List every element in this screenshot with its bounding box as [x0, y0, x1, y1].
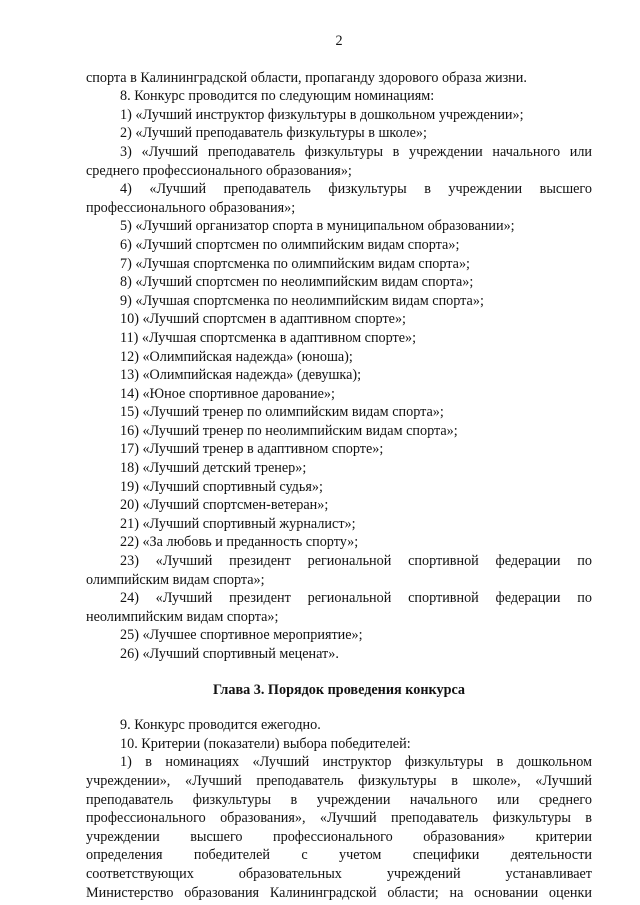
nomination-item: 16) «Лучший тренер по неолимпийским видам спорта»; — [120, 422, 458, 439]
paragraph-8-intro: 8. Конкурс проводится по следующим номинациям: — [120, 88, 435, 105]
nomination-item: 18) «Лучший детский тренер»; — [120, 460, 307, 477]
paragraph-10: 10. Критерии (показатели) выбора победителей: — [120, 735, 411, 752]
nomination-item: 11) «Лучшая спортсменка в адаптивном спорте»; — [120, 329, 417, 346]
paragraph-line: 1) в номинациях «Лучший инструктор физкультуры в дошкольном — [120, 754, 592, 771]
paragraph-line: соответствующих образовательных учреждений устанавливает — [86, 865, 592, 882]
paragraph-line: учреждении», «Лучший преподаватель физкультуры в школе», «Лучший — [86, 772, 592, 789]
paragraph-line: профессионального образования», «Лучший преподаватель физкультуры в — [86, 810, 592, 827]
paragraph-9: 9. Конкурс проводится ежегодно. — [120, 717, 321, 734]
continuation-text: спорта в Калининградской области, пропаганду здорового образа жизни. — [86, 69, 527, 86]
nomination-item: 5) «Лучший организатор спорта в муниципальном образовании»; — [120, 218, 515, 235]
nomination-item: 15) «Лучший тренер по олимпийским видам спорта»; — [120, 404, 444, 421]
paragraph-line: преподаватель физкультуры в учреждении начального или среднего — [86, 791, 592, 808]
page-number: 2 — [335, 33, 343, 49]
nomination-item: 4) «Лучший преподаватель физкультуры в учреждении высшего профессионального образования»; — [86, 181, 592, 216]
nomination-item: 8) «Лучший спортсмен по неолимпийским видам спорта»; — [120, 274, 474, 291]
nomination-item: 13) «Олимпийская надежда» (девушка); — [120, 367, 362, 384]
paragraph-line: определения победителей с учетом специфики деятельности — [86, 847, 592, 864]
nomination-item: 12) «Олимпийская надежда» (юноша); — [120, 348, 353, 365]
nomination-item: 10) «Лучший спортсмен в адаптивном спорте»; — [120, 311, 407, 328]
chapter-3-heading: Глава 3. Порядок проведения конкурса — [212, 681, 466, 698]
nomination-item: 3) «Лучший преподаватель физкультуры в учреждении начального или среднего профессионального образования»; — [86, 143, 592, 179]
paragraph-10-1 — [86, 753, 592, 902]
nomination-item: 26) «Лучший спортивный меценат». — [120, 646, 339, 662]
nomination-item: 1) «Лучший инструктор физкультуры в дошкольном учреждении»; — [120, 106, 524, 123]
nomination-item: 25) «Лучшее спортивное мероприятие»; — [120, 627, 363, 644]
nominations-list — [86, 106, 592, 664]
nomination-item: 24) «Лучший президент региональной спортивной федерации по неолимпийским видам спорта»; — [86, 590, 592, 625]
nomination-item: 7) «Лучшая спортсменка по олимпийским видам спорта»; — [120, 255, 471, 272]
nomination-item: 21) «Лучший спортивный журналист»; — [120, 515, 356, 532]
nomination-item: 19) «Лучший спортивный судья»; — [120, 478, 323, 495]
nomination-item: 20) «Лучший спортсмен-ветеран»; — [120, 497, 329, 514]
nomination-item: 6) «Лучший спортсмен по олимпийским видам спорта»; — [120, 236, 460, 253]
paragraph-line: Министерство образования Калининградской области; на основании оценки — [86, 884, 592, 901]
nomination-item: 17) «Лучший тренер в адаптивном спорте»; — [120, 441, 384, 458]
nomination-item: 22) «За любовь и преданность спорту»; — [120, 534, 359, 551]
nomination-item: 23) «Лучший президент региональной спортивной федерации по олимпийским видам спорта»; — [86, 553, 592, 588]
nomination-item: 9) «Лучшая спортсменка по неолимпийским видам спорта»; — [120, 292, 484, 309]
paragraph-line: учреждении высшего профессионального образования» критерии — [86, 828, 592, 845]
nomination-item: 14) «Юное спортивное дарование»; — [120, 385, 335, 402]
nomination-item: 2) «Лучший преподаватель физкультуры в школе»; — [120, 125, 427, 142]
